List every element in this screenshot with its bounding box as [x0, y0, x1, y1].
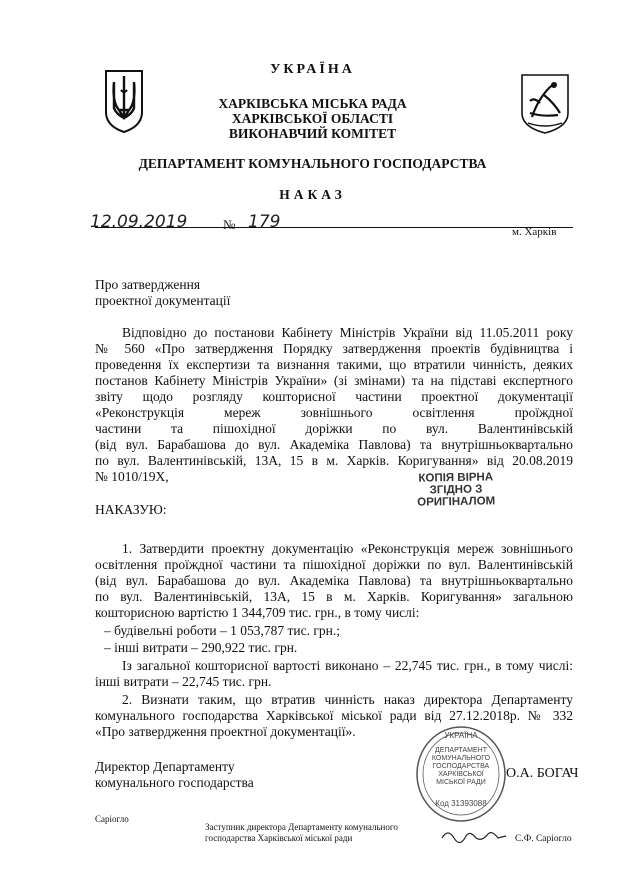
signatory-title: Директор Департаменту: [95, 759, 235, 774]
official-seal: [415, 725, 507, 823]
spent-line: Із загальної кошторисної вартості виконано – 22,745 тис. грн., в тому числі:: [122, 658, 573, 673]
preamble-line: частини та пішохідної доріжки по вул. Валентинівській: [95, 421, 573, 436]
preamble-line: звіту щодо розгляду кошторисної частини проектної документації: [95, 389, 573, 404]
item2-line: «Про затвердження проектної документації».: [95, 724, 356, 739]
order-number-label: №: [223, 217, 236, 232]
deputy-title: Заступник директора Департаменту комунального: [205, 822, 398, 832]
orders-label: НАКАЗУЮ:: [95, 502, 167, 517]
header-rule: [95, 227, 573, 228]
seal-top-text: УКРАЇНА: [444, 731, 478, 740]
seal-line: КОМУНАЛЬНОГО: [431, 755, 491, 762]
item1-line: (від вул. Барабашова до вул. Академіка Павлова) та внутрішньоквартально: [95, 573, 573, 588]
preamble-line: по вул. Валентинівській, 13А, 15 в м. Харків. Коригування» від 20.08.2019: [95, 453, 573, 468]
subject-line-2: проектної документації: [95, 293, 231, 308]
item1-line: по вул. Валентинівській, 13А, 15 в м. Харків. Коригування» загальною: [95, 589, 573, 604]
council-line-1: ХАРКІВСЬКА МІСЬКА РАДА: [218, 96, 407, 111]
order-number: 179: [248, 212, 281, 232]
seal-code: Код 31393088: [435, 799, 487, 808]
item1-line: освітлення проїждної частини та пішохідної доріжки по вул. Валентинівській: [95, 557, 573, 572]
preamble-line: Відповідно до постанови Кабінету Міністрів України від 11.05.2011 року: [122, 325, 573, 340]
preamble-line: № 1010/19Х,: [95, 469, 169, 484]
city-label: м. Харків: [512, 226, 557, 238]
council-line-2: ХАРКІВСЬКОЇ ОБЛАСТІ: [231, 111, 394, 126]
seal-line: ДЕПАРТАМЕНТ: [434, 747, 487, 754]
stamp-line: КОПІЯ ВІРНА: [418, 471, 494, 485]
executor-name: Саріогло: [95, 814, 129, 824]
bullet-other-costs: – інші витрати – 290,922 тис. грн.: [104, 640, 298, 655]
preamble-line: (від вул. Барабашова до вул. Академіка Павлова) та внутрішньоквартально: [95, 437, 573, 452]
deputy-name: С.Ф. Саріогло: [515, 834, 572, 844]
subject-line-1: Про затвердження: [95, 277, 201, 292]
department-heading: ДЕПАРТАМЕНТ КОМУНАЛЬНОГО ГОСПОДАРСТВА: [138, 156, 487, 171]
deputy-signature-icon: [440, 826, 510, 844]
item1-line: кошторисною вартістю 1 344,709 тис. грн., в тому числі:: [95, 605, 420, 620]
deputy-title: господарства Харківської міської ради: [205, 833, 353, 843]
preamble-line: «Реконструкція мереж зовнішнього освітлення проїждної: [95, 405, 573, 420]
preamble-line: проведення їх експертизи та визнання такими, що втратили чинність, деяких: [95, 357, 573, 372]
bullet-construction: – будівельні роботи – 1 053,787 тис. грн.;: [104, 623, 340, 638]
stamp-line: ЗГІДНО З: [429, 483, 483, 497]
seal-line: МІСЬКОЇ РАДИ: [436, 779, 486, 786]
order-date: 12.09.2019: [90, 212, 188, 232]
seal-line: ХАРКІВСЬКОЇ: [438, 771, 484, 778]
order-title: НАКАЗ: [279, 187, 346, 202]
item2-line: комунального господарства Харківської міської ради від 27.12.2018р. № 332: [95, 708, 573, 723]
signatory-title: комунального господарства: [95, 775, 254, 790]
copy-verified-stamp: [402, 471, 511, 509]
country-heading: УКРАЇНА: [270, 62, 355, 77]
director-name: О.А. БОГАЧ: [506, 766, 579, 781]
spent-line: інші витрати – 22,745 тис. грн.: [95, 674, 272, 689]
preamble-line: № 560 «Про затвердження Порядку затвердження проектів будівництва і: [95, 341, 573, 356]
council-line-3: ВИКОНАВЧИЙ КОМІТЕТ: [228, 126, 397, 141]
stamp-line: ОРИГІНАЛОМ: [417, 495, 496, 509]
seal-line: ГОСПОДАРСТВА: [432, 763, 490, 770]
preamble-line: постанов Кабінету Міністрів України» (зі змінами) та на підставі експертного: [95, 373, 573, 388]
item2-line: 2. Визнати таким, що втратив чинність наказ директора Департаменту: [122, 692, 573, 707]
item1-line: 1. Затвердити проектну документацію «Реконструкція мереж зовнішнього: [122, 541, 573, 556]
